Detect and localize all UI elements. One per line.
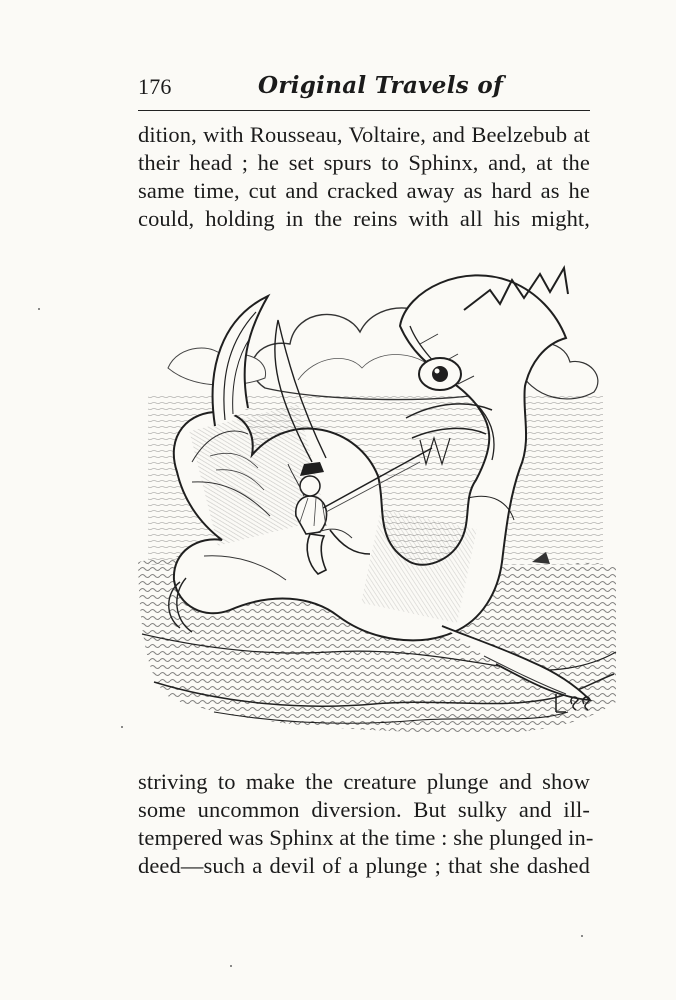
page-header [138,74,590,108]
running-title: Original Travels of [258,72,504,99]
sea-monster-illustration [120,250,620,740]
text-line: their head ; he set spurs to Sphinx, and, at the [138,150,590,175]
text-line: could, holding in the reins with all his might, [138,206,590,231]
page-number: 176 [138,74,172,99]
text-line: dition, with Rousseau, Voltaire, and Beelzebub at [138,122,590,147]
header-rule [138,110,590,111]
text-line: tempered was Sphinx at the time : she plunged in- [138,825,594,850]
bottom-paragraph [138,768,594,880]
paper-speck [581,935,583,937]
text-line: deed—such a devil of a plunge ; that she dashed [138,853,590,878]
text-line: striving to make the creature plunge and show [138,769,590,794]
paper-speck [230,965,232,967]
paper-speck [121,726,123,728]
engraving-svg [120,250,620,740]
text-line: same time, cut and cracked away as hard as he [138,178,590,203]
text-line: some uncommon diversion. But sulky and ill- [138,797,590,822]
paper-speck [38,308,40,310]
top-paragraph [138,121,590,233]
